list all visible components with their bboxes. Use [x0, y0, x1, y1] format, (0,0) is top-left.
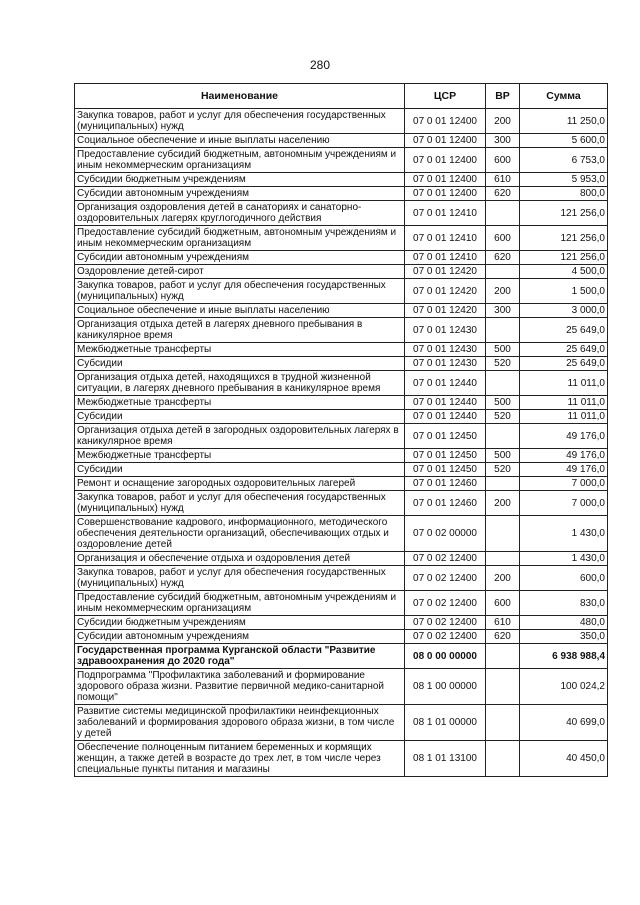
table-row — [75, 173, 608, 187]
row-name: Субсидии автономным учреждениям — [75, 630, 405, 644]
row-csr: 07 0 01 12430 — [405, 318, 486, 343]
row-name: Подпрограмма "Профилактика заболеваний и формирование здорового образа жизни. Развитие первичной медико-санитарной помощи" — [75, 669, 405, 705]
table-row — [75, 279, 608, 304]
row-vr: 600 — [486, 591, 520, 616]
row-csr: 07 0 01 12420 — [405, 265, 486, 279]
row-vr: 620 — [486, 187, 520, 201]
row-csr: 07 0 01 12450 — [405, 424, 486, 449]
table-row — [75, 424, 608, 449]
row-vr — [486, 741, 520, 777]
row-sum: 25 649,0 — [520, 357, 608, 371]
row-name: Межбюджетные трансферты — [75, 343, 405, 357]
header-name: Наименование — [75, 84, 405, 109]
row-vr — [486, 424, 520, 449]
row-name: Развитие системы медицинской профилактики неинфекционных заболеваний и формирования здорового образа жизни, в том числе у детей — [75, 705, 405, 741]
row-sum: 49 176,0 — [520, 449, 608, 463]
row-sum: 6 938 988,4 — [520, 644, 608, 669]
table-row — [75, 616, 608, 630]
row-vr: 620 — [486, 630, 520, 644]
table-row — [75, 304, 608, 318]
row-csr: 07 0 02 12400 — [405, 616, 486, 630]
row-vr — [486, 644, 520, 669]
table-row — [75, 134, 608, 148]
row-csr: 07 0 01 12410 — [405, 251, 486, 265]
row-name: Предоставление субсидий бюджетным, автономным учреждениям и иным некоммерческим организациям — [75, 591, 405, 616]
row-name: Организация отдыха детей в загородных оздоровительных лагерях в каникулярное время — [75, 424, 405, 449]
table-row — [75, 477, 608, 491]
table-body — [75, 109, 608, 777]
table-row — [75, 669, 608, 705]
table-row — [75, 491, 608, 516]
table-header-row — [75, 84, 608, 109]
row-sum: 480,0 — [520, 616, 608, 630]
row-vr — [486, 318, 520, 343]
row-vr: 520 — [486, 410, 520, 424]
row-sum: 1 430,0 — [520, 516, 608, 552]
row-csr: 07 0 01 12410 — [405, 201, 486, 226]
row-vr — [486, 265, 520, 279]
row-csr: 07 0 01 12410 — [405, 226, 486, 251]
row-name: Субсидии автономным учреждениям — [75, 187, 405, 201]
row-csr: 08 1 00 00000 — [405, 669, 486, 705]
row-sum: 1 430,0 — [520, 552, 608, 566]
row-sum: 40 699,0 — [520, 705, 608, 741]
row-name: Организация оздоровления детей в санаториях и санаторно-оздоровительных лагерях круглогодичного действия — [75, 201, 405, 226]
row-vr: 520 — [486, 357, 520, 371]
row-vr: 610 — [486, 173, 520, 187]
table-row — [75, 251, 608, 265]
row-name: Предоставление субсидий бюджетным, автономным учреждениям и иным некоммерческим организациям — [75, 148, 405, 173]
row-csr: 08 1 01 00000 — [405, 705, 486, 741]
table-row — [75, 396, 608, 410]
table-row — [75, 109, 608, 134]
row-sum: 1 500,0 — [520, 279, 608, 304]
row-sum: 11 250,0 — [520, 109, 608, 134]
row-name: Закупка товаров, работ и услуг для обеспечения государственных (муниципальных) нужд — [75, 566, 405, 591]
row-csr: 07 0 01 12400 — [405, 173, 486, 187]
row-name: Социальное обеспечение и иные выплаты населению — [75, 134, 405, 148]
row-name: Закупка товаров, работ и услуг для обеспечения государственных (муниципальных) нужд — [75, 491, 405, 516]
row-name: Субсидии бюджетным учреждениям — [75, 616, 405, 630]
row-vr: 520 — [486, 463, 520, 477]
row-csr: 08 1 01 13100 — [405, 741, 486, 777]
row-sum: 350,0 — [520, 630, 608, 644]
row-vr — [486, 705, 520, 741]
row-vr: 620 — [486, 251, 520, 265]
row-name: Закупка товаров, работ и услуг для обеспечения государственных (муниципальных) нужд — [75, 109, 405, 134]
table-row — [75, 463, 608, 477]
row-csr: 07 0 01 12420 — [405, 304, 486, 318]
table-row — [75, 591, 608, 616]
row-csr: 07 0 01 12450 — [405, 463, 486, 477]
header-vr: ВР — [486, 84, 520, 109]
row-vr — [486, 201, 520, 226]
row-sum: 121 256,0 — [520, 226, 608, 251]
row-sum: 11 011,0 — [520, 410, 608, 424]
row-csr: 07 0 02 00000 — [405, 516, 486, 552]
row-sum: 4 500,0 — [520, 265, 608, 279]
table-row — [75, 318, 608, 343]
row-csr: 07 0 01 12400 — [405, 187, 486, 201]
header-csr: ЦСР — [405, 84, 486, 109]
row-csr: 07 0 02 12400 — [405, 630, 486, 644]
row-sum: 25 649,0 — [520, 318, 608, 343]
row-sum: 3 000,0 — [520, 304, 608, 318]
row-csr: 07 0 01 12450 — [405, 449, 486, 463]
row-name: Ремонт и оснащение загородных оздоровительных лагерей — [75, 477, 405, 491]
row-sum: 830,0 — [520, 591, 608, 616]
table-row — [75, 343, 608, 357]
table-row — [75, 148, 608, 173]
row-sum: 49 176,0 — [520, 463, 608, 477]
row-sum: 25 649,0 — [520, 343, 608, 357]
row-name: Субсидии — [75, 357, 405, 371]
row-csr: 07 0 01 12430 — [405, 357, 486, 371]
table-row — [75, 630, 608, 644]
row-name: Субсидии автономным учреждениям — [75, 251, 405, 265]
row-name: Межбюджетные трансферты — [75, 396, 405, 410]
row-vr: 500 — [486, 449, 520, 463]
row-csr: 07 0 01 12400 — [405, 148, 486, 173]
row-name: Субсидии — [75, 463, 405, 477]
row-name: Субсидии бюджетным учреждениям — [75, 173, 405, 187]
row-vr — [486, 477, 520, 491]
row-sum: 5 953,0 — [520, 173, 608, 187]
row-csr: 07 0 01 12430 — [405, 343, 486, 357]
row-sum: 49 176,0 — [520, 424, 608, 449]
row-vr — [486, 516, 520, 552]
row-sum: 7 000,0 — [520, 491, 608, 516]
row-name: Совершенствование кадрового, информационного, методического обеспечения деятельности организаций, обеспечивающих отдых и оздоровление детей — [75, 516, 405, 552]
row-sum: 600,0 — [520, 566, 608, 591]
row-name: Обеспечение полноценным питанием беременных и кормящих женщин, а также детей в возрасте до трех лет, в том числе через специальные пункты питания и магазины — [75, 741, 405, 777]
row-vr: 300 — [486, 304, 520, 318]
table-row — [75, 410, 608, 424]
table-row — [75, 552, 608, 566]
row-vr: 610 — [486, 616, 520, 630]
row-csr: 07 0 01 12460 — [405, 477, 486, 491]
row-sum: 121 256,0 — [520, 201, 608, 226]
row-vr: 200 — [486, 109, 520, 134]
row-name: Организация отдыха детей в лагерях дневного пребывания в каникулярное время — [75, 318, 405, 343]
row-vr: 500 — [486, 343, 520, 357]
row-csr: 07 0 01 12440 — [405, 410, 486, 424]
row-vr: 500 — [486, 396, 520, 410]
row-csr: 08 0 00 00000 — [405, 644, 486, 669]
row-csr: 07 0 01 12440 — [405, 396, 486, 410]
table-row — [75, 705, 608, 741]
row-csr: 07 0 01 12420 — [405, 279, 486, 304]
table-row — [75, 187, 608, 201]
budget-table — [74, 83, 608, 777]
table-row — [75, 357, 608, 371]
row-vr — [486, 371, 520, 396]
row-name: Закупка товаров, работ и услуг для обеспечения государственных (муниципальных) нужд — [75, 279, 405, 304]
table-row — [75, 566, 608, 591]
row-vr: 600 — [486, 226, 520, 251]
row-sum: 6 753,0 — [520, 148, 608, 173]
row-vr: 300 — [486, 134, 520, 148]
row-name: Организация и обеспечение отдыха и оздоровления детей — [75, 552, 405, 566]
row-sum: 7 000,0 — [520, 477, 608, 491]
row-csr: 07 0 02 12400 — [405, 566, 486, 591]
row-sum: 40 450,0 — [520, 741, 608, 777]
row-name: Организация отдыха детей, находящихся в трудной жизненной ситуации, в лагерях дневного пребывания в каникулярное время — [75, 371, 405, 396]
row-vr — [486, 552, 520, 566]
row-sum: 121 256,0 — [520, 251, 608, 265]
row-csr: 07 0 01 12460 — [405, 491, 486, 516]
page-number: 280 — [309, 58, 331, 72]
row-csr: 07 0 01 12400 — [405, 134, 486, 148]
row-sum: 11 011,0 — [520, 371, 608, 396]
row-csr: 07 0 02 12400 — [405, 552, 486, 566]
row-vr — [486, 669, 520, 705]
table-row — [75, 371, 608, 396]
row-csr: 07 0 01 12400 — [405, 109, 486, 134]
row-vr: 200 — [486, 491, 520, 516]
table-row — [75, 201, 608, 226]
table-row — [75, 265, 608, 279]
header-sum: Сумма — [520, 84, 608, 109]
row-csr: 07 0 02 12400 — [405, 591, 486, 616]
row-vr: 200 — [486, 279, 520, 304]
row-sum: 800,0 — [520, 187, 608, 201]
row-sum: 11 011,0 — [520, 396, 608, 410]
table-row — [75, 226, 608, 251]
row-name: Субсидии — [75, 410, 405, 424]
row-name: Межбюджетные трансферты — [75, 449, 405, 463]
table-row — [75, 644, 608, 669]
row-name: Социальное обеспечение и иные выплаты населению — [75, 304, 405, 318]
table-row — [75, 741, 608, 777]
row-name: Оздоровление детей-сирот — [75, 265, 405, 279]
row-sum: 5 600,0 — [520, 134, 608, 148]
table-row — [75, 449, 608, 463]
row-name: Предоставление субсидий бюджетным, автономным учреждениям и иным некоммерческим организациям — [75, 226, 405, 251]
row-vr: 200 — [486, 566, 520, 591]
row-vr: 600 — [486, 148, 520, 173]
table-row — [75, 516, 608, 552]
row-sum: 100 024,2 — [520, 669, 608, 705]
row-csr: 07 0 01 12440 — [405, 371, 486, 396]
row-name: Государственная программа Курганской области "Развитие здравоохранения до 2020 года" — [75, 644, 405, 669]
